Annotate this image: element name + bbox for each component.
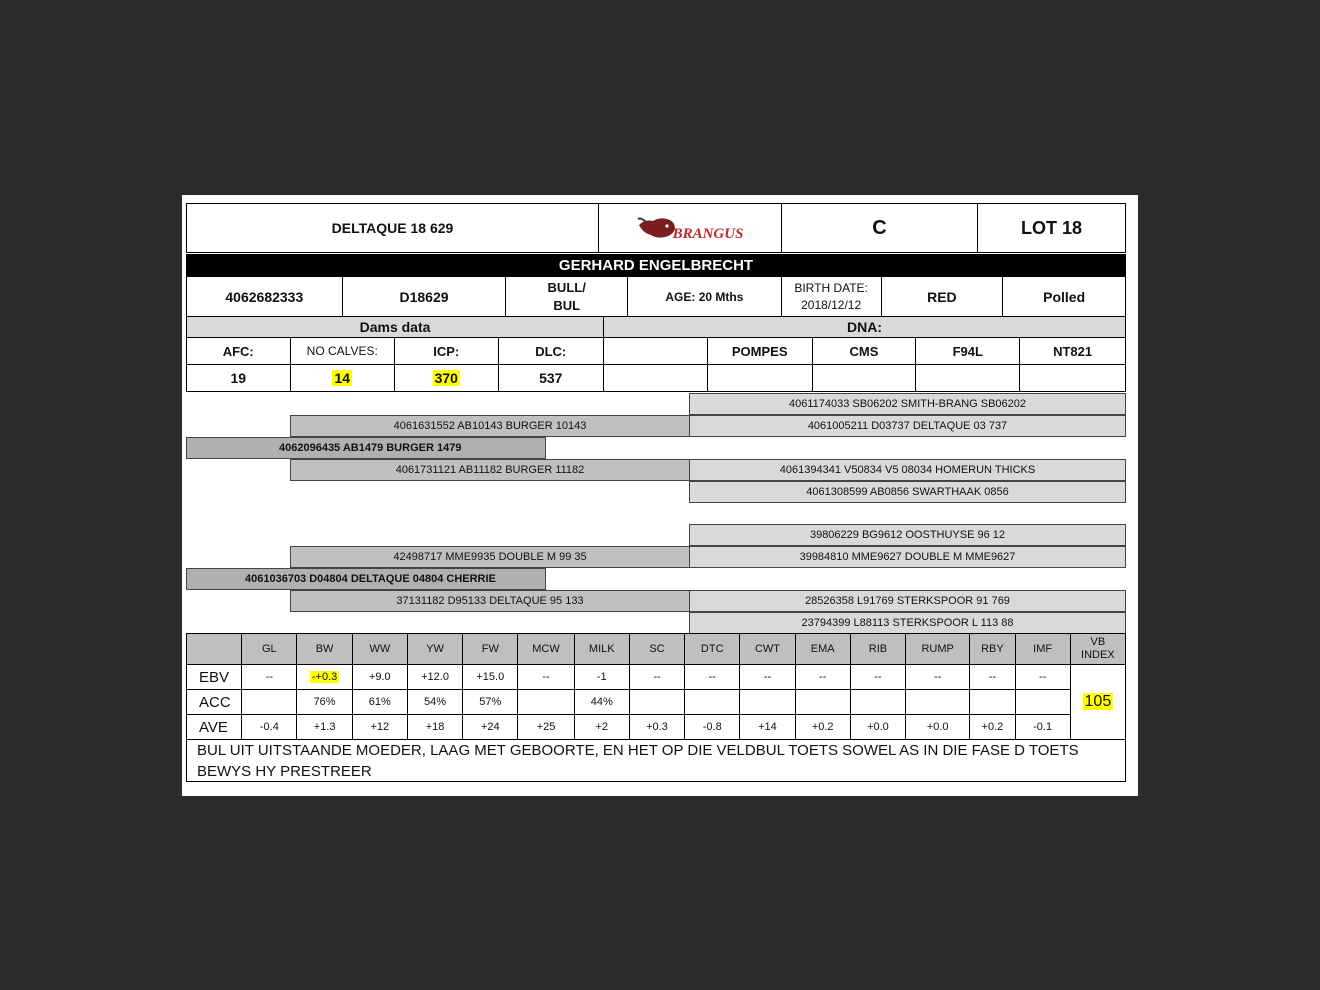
- vb-index-header-line-2: INDEX: [1081, 649, 1115, 661]
- ave-cell: +0.0: [906, 715, 970, 740]
- acc-cell: [850, 690, 905, 715]
- dna-blank-header: [604, 338, 708, 364]
- age: AGE: 20 Mths: [628, 277, 782, 316]
- sex-line-2: BUL: [553, 297, 581, 313]
- pedigree-dam: 4061036703 D04804 DELTAQUE 04804 CHERRIE: [186, 568, 546, 590]
- trait-yw-header: YW: [407, 634, 462, 665]
- f94l-value: [916, 365, 1020, 391]
- ebv-cell: --: [850, 665, 905, 690]
- acc-cell: [970, 690, 1015, 715]
- acc-cell: 76%: [297, 690, 352, 715]
- row-label-ave: AVE: [187, 715, 242, 740]
- pedigree-sire-dam-dam: 4061308599 AB0856 SWARTHAAK 0856: [689, 481, 1126, 503]
- icp-header: ICP:: [395, 338, 499, 364]
- ave-cell: +14: [740, 715, 795, 740]
- no-calves-value: [291, 365, 396, 391]
- cms-value: [813, 365, 917, 391]
- trait-rby-header: RBY: [970, 634, 1015, 665]
- lot-number: LOT 18: [1020, 217, 1082, 238]
- ebv-corner: [187, 634, 242, 665]
- acc-cell: 44%: [574, 690, 629, 715]
- dams-values: [186, 365, 604, 392]
- pedigree-dam-dam-dam: 23794399 L88113 STERKSPOOR L 113 88: [689, 612, 1126, 634]
- trait-mcw-header: MCW: [518, 634, 574, 665]
- cms-header: CMS: [813, 338, 917, 364]
- animal-name: DELTAQUE 18 629: [187, 204, 599, 252]
- pedigree-dam-dam: 37131182 D95133 DELTAQUE 95 133: [290, 590, 690, 612]
- ebv-cell: --: [518, 665, 574, 690]
- dna-blank-value: [604, 365, 708, 391]
- comment-box: [186, 737, 1126, 782]
- pedigree-dam-sire-dam: 39984810 MME9627 DOUBLE M MME9627: [689, 546, 1126, 568]
- ebv-cell: --: [685, 665, 740, 690]
- acc-cell: [685, 690, 740, 715]
- dna-title-text: DNA:: [847, 319, 882, 335]
- bull-head-icon: [637, 213, 677, 243]
- dams-title: [186, 317, 604, 338]
- trait-sc-header: SC: [629, 634, 684, 665]
- ebv-cell: --: [970, 665, 1015, 690]
- f94l-header: F94L: [916, 338, 1020, 364]
- no-calves-value-text: 14: [334, 370, 351, 386]
- ave-cell: +0.2: [795, 715, 850, 740]
- trait-imf-header: IMF: [1015, 634, 1070, 665]
- icp-value-text: 370: [434, 370, 458, 386]
- pedigree-sire-dam: 4061731121 AB11182 BURGER 11182: [290, 459, 690, 481]
- pedigree-sire-dam-sire: 4061394341 V50834 V5 08034 HOMERUN THICKS: [689, 459, 1126, 481]
- row-label-acc: ACC: [187, 690, 242, 715]
- birth-date-value: 2018/12/12: [801, 297, 862, 312]
- acc-cell: [1015, 690, 1070, 715]
- pedigree-sire-sire-sire: 4061174033 SB06202 SMITH-BRANG SB06202: [689, 393, 1126, 415]
- trait-dtc-header: DTC: [685, 634, 740, 665]
- afc-value-text: 19: [230, 370, 247, 386]
- ebv-cell: +12.0: [407, 665, 462, 690]
- afc-value: [187, 365, 291, 391]
- trait-rib-header: RIB: [850, 634, 905, 665]
- dna-title: [604, 317, 1126, 338]
- trait-bw-header: BW: [297, 634, 352, 665]
- ave-cell: -0.1: [1015, 715, 1070, 740]
- dams-headers: [186, 338, 604, 365]
- ave-cell: +0.0: [850, 715, 905, 740]
- breeder-bar: [186, 254, 1126, 277]
- ave-cell: +1.3: [297, 715, 352, 740]
- dlc-header: DLC:: [535, 343, 567, 359]
- header-row: [186, 203, 1126, 253]
- row-label-ebv: EBV: [187, 665, 242, 690]
- vb-index-header: [1070, 634, 1125, 665]
- acc-cell: [740, 690, 795, 715]
- trait-ww-header: WW: [352, 634, 407, 665]
- ebv-cell: +15.0: [463, 665, 518, 690]
- dams-title-text: Dams data: [359, 319, 431, 335]
- trait-ema-header: EMA: [795, 634, 850, 665]
- nt821-value: [1020, 365, 1125, 391]
- ebv-cell-bw: [297, 665, 352, 690]
- ebv-cell: --: [795, 665, 850, 690]
- pompes-header: POMPES: [708, 338, 813, 364]
- colour: RED: [882, 277, 1004, 316]
- acc-cell: 61%: [352, 690, 407, 715]
- ebv-cell: --: [1015, 665, 1070, 690]
- sex-line-1: BULL/: [547, 279, 586, 295]
- ave-cell: +12: [352, 715, 407, 740]
- pedigree-dam-dam-sire: 28526358 L91769 STERKSPOOR 91 769: [689, 590, 1126, 612]
- vb-index-header-line-1: VB: [1090, 636, 1106, 648]
- ebv-bw-value: -+0.3: [311, 671, 338, 683]
- ebv-cell: --: [629, 665, 684, 690]
- comment-text: BUL UIT UITSTAANDE MOEDER, LAAG MET GEBOORTE, EN HET OP DIE VELDBUL TOETS SOWEL AS IN DIE FASE D TOETS BEWYS HY PRESTREER: [197, 742, 1079, 780]
- info-row: [186, 277, 1126, 317]
- acc-row: [187, 690, 1126, 715]
- afc-header: AFC:: [187, 338, 291, 364]
- ave-cell: +2: [574, 715, 629, 740]
- registration-number: 4062682333: [187, 277, 343, 316]
- pompes-value: [708, 365, 813, 391]
- ebv-table: [186, 633, 1126, 740]
- brangus-logo: [599, 204, 782, 252]
- ebv-cell: --: [242, 665, 297, 690]
- dlc-value-text: 537: [539, 370, 563, 386]
- dna-headers: [604, 338, 1126, 365]
- pedigree-dam-sire-sire: 39806229 BG9612 OOSTHUYSE 96 12: [689, 524, 1126, 546]
- pedigree-dam-sire: 42498717 MME9935 DOUBLE M 99 35: [290, 546, 690, 568]
- lot-card: [182, 195, 1138, 796]
- ebv-header-row: [187, 634, 1126, 665]
- ave-cell: -0.4: [242, 715, 297, 740]
- ave-cell: +24: [463, 715, 518, 740]
- ebv-cell: --: [740, 665, 795, 690]
- grade: C: [782, 204, 978, 252]
- pedigree-sire-sire-dam: 4061005211 D03737 DELTAQUE 03 737: [689, 415, 1126, 437]
- ave-cell: +18: [407, 715, 462, 740]
- ebv-cell: +9.0: [352, 665, 407, 690]
- acc-cell: [518, 690, 574, 715]
- icp-value: [395, 365, 499, 391]
- vb-index-value: 105: [1084, 693, 1112, 710]
- pedigree-sire: 4062096435 AB1479 BURGER 1479: [186, 437, 546, 459]
- no-calves-header: NO CALVES:: [291, 338, 396, 364]
- pedigree-sire-sire: 4061631552 AB10143 BURGER 10143: [290, 415, 690, 437]
- acc-cell: [795, 690, 850, 715]
- trait-milk-header: MILK: [574, 634, 629, 665]
- birth-date: [782, 277, 882, 316]
- trait-cwt-header: CWT: [740, 634, 795, 665]
- ebv-cell: --: [906, 665, 970, 690]
- horn-status: Polled: [1043, 288, 1086, 305]
- ave-cell: +0.2: [970, 715, 1015, 740]
- ave-cell: +0.3: [629, 715, 684, 740]
- acc-cell: [906, 690, 970, 715]
- acc-cell: [242, 690, 297, 715]
- ave-row: [187, 715, 1126, 740]
- dlc-value: [499, 365, 604, 391]
- breeder-name: GERHARD ENGELBRECHT: [558, 257, 754, 274]
- birth-date-label: BIRTH DATE:: [794, 280, 868, 295]
- acc-cell: 54%: [407, 690, 462, 715]
- trait-fw-header: FW: [463, 634, 518, 665]
- acc-cell: 57%: [463, 690, 518, 715]
- acc-cell: [629, 690, 684, 715]
- sex: [506, 277, 628, 316]
- vb-index-value-cell: [1070, 665, 1125, 740]
- ave-cell: +25: [518, 715, 574, 740]
- nt821-header: NT821: [1053, 343, 1093, 359]
- ebv-cell: -1: [574, 665, 629, 690]
- dna-values: [604, 365, 1126, 392]
- ave-cell: -0.8: [685, 715, 740, 740]
- trait-rump-header: RUMP: [906, 634, 970, 665]
- trait-gl-header: GL: [242, 634, 297, 665]
- logo-text: BRANGUS: [672, 225, 744, 242]
- ebv-row: [187, 665, 1126, 690]
- animal-id: D18629: [343, 277, 507, 316]
